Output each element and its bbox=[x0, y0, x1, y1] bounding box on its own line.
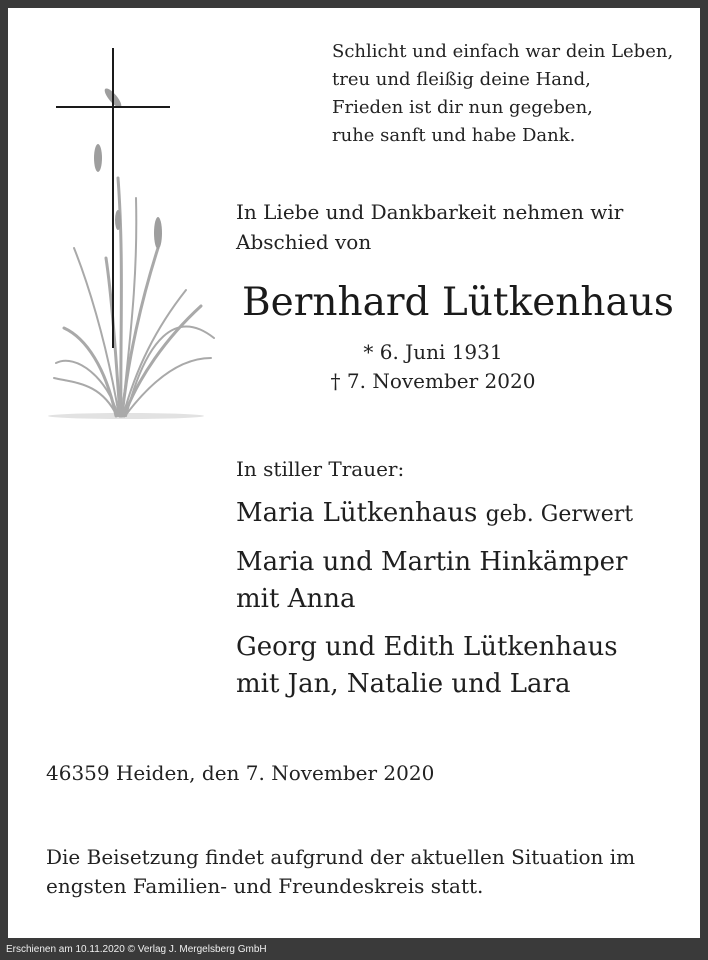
cross-grass-icon bbox=[46, 38, 216, 423]
mourner-entry bbox=[236, 544, 633, 618]
poem-line: Frieden ist dir nun gegeben, bbox=[332, 97, 593, 118]
notice-line: Die Beisetzung findet aufgrund der aktuellen Situation im bbox=[46, 845, 636, 869]
notice-line: engsten Familien- und Freundeskreis statt. bbox=[46, 874, 484, 898]
obituary-card bbox=[8, 8, 700, 938]
mourner-entry bbox=[236, 629, 633, 703]
poem bbox=[332, 38, 673, 150]
mourner-entry bbox=[236, 495, 633, 533]
mourners-list bbox=[236, 495, 633, 714]
life-dates bbox=[328, 338, 538, 396]
death-date: † 7. November 2020 bbox=[330, 369, 536, 393]
mourner-name: Georg und Edith Lütkenhaus bbox=[236, 632, 618, 662]
mourner-name: Maria Lütkenhaus bbox=[236, 498, 478, 528]
intro-line: In Liebe und Dankbarkeit nehmen wir bbox=[236, 200, 624, 224]
poem-line: treu und fleißig deine Hand, bbox=[332, 69, 591, 90]
poem-line: ruhe sanft und habe Dank. bbox=[332, 125, 576, 146]
deceased-name: Bernhard Lütkenhaus bbox=[242, 280, 674, 325]
place-date: 46359 Heiden, den 7. November 2020 bbox=[46, 761, 435, 785]
funeral-notice bbox=[46, 843, 635, 901]
mourner-maiden-name: geb. Gerwert bbox=[485, 502, 634, 527]
mourner-children: mit Jan, Natalie und Lara bbox=[236, 669, 571, 699]
mourner-name: Maria und Martin Hinkämper bbox=[236, 547, 628, 577]
poem-line: Schlicht und einfach war dein Leben, bbox=[332, 41, 674, 62]
intro-line: Abschied von bbox=[236, 230, 372, 254]
mourning-title: In stiller Trauer: bbox=[236, 457, 405, 481]
publication-footer: Erschienen am 10.11.2020 © Verlag J. Mergelsberg GmbH bbox=[6, 944, 267, 955]
mourner-children: mit Anna bbox=[236, 584, 356, 614]
birth-date: * 6. Juni 1931 bbox=[363, 340, 503, 364]
intro-text bbox=[236, 197, 623, 257]
